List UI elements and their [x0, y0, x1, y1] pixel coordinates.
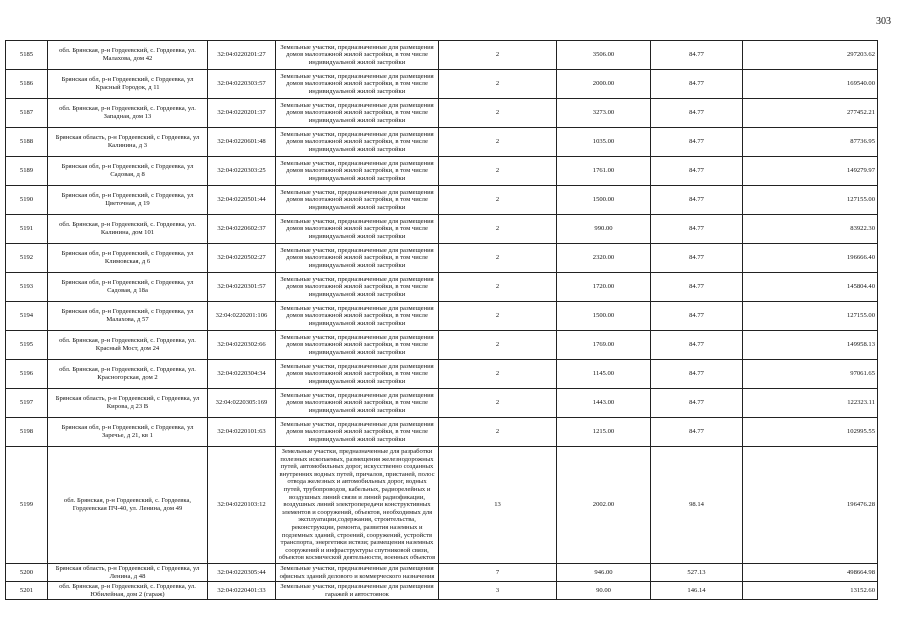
area-cell: 1500.00	[557, 302, 651, 331]
address-cell: обл. Брянская, р-н Гордеевский, с. Гордеевка, ул. Красный Мост, дом 24	[48, 331, 208, 360]
row-number: 5188	[6, 128, 48, 157]
table-row	[6, 244, 878, 273]
area-cell: 3273.00	[557, 99, 651, 128]
rate-cell: 98.14	[651, 447, 743, 564]
land-use-cell: Земельные участки, предназначенные для размещения домов малоэтажной жилой застройки, в том числе индивидуальной жилой застройки	[276, 331, 439, 360]
row-number: 5196	[6, 360, 48, 389]
address-cell: Брянская область, р-н Гордеевский, с Гордеевка, ул Калинина, д 3	[48, 128, 208, 157]
cadastral-number-cell: 32:04:0220304:34	[208, 360, 276, 389]
area-cell: 1500.00	[557, 186, 651, 215]
cadastral-number-cell: 32:04:0220305:44	[208, 564, 276, 582]
cadastral-value-cell: 102995.55	[743, 418, 878, 447]
address-cell: обл. Брянская, р-н Гордеевский, с. Гордеевка, ул. Западная, дом 13	[48, 99, 208, 128]
land-use-cell: Земельные участки, предназначенные для размещения домов малоэтажной жилой застройки, в том числе индивидуальной жилой застройки	[276, 70, 439, 99]
category-cell: 2	[439, 157, 557, 186]
area-cell: 1145.00	[557, 360, 651, 389]
category-cell: 3	[439, 582, 557, 600]
cadastral-value-cell: 87736.95	[743, 128, 878, 157]
category-cell: 13	[439, 447, 557, 564]
cadastral-number-cell: 32:04:0220103:12	[208, 447, 276, 564]
table-row	[6, 582, 878, 600]
land-use-cell: Земельные участки, предназначенные для размещения домов малоэтажной жилой застройки, в том числе индивидуальной жилой застройки	[276, 244, 439, 273]
rate-cell: 84.77	[651, 273, 743, 302]
cadastral-value-cell: 277452.21	[743, 99, 878, 128]
land-use-cell: Земельные участки, предназначенные для размещения домов малоэтажной жилой застройки, в том числе индивидуальной жилой застройки	[276, 41, 439, 70]
row-number: 5195	[6, 331, 48, 360]
category-cell: 2	[439, 99, 557, 128]
table-row	[6, 418, 878, 447]
row-number: 5192	[6, 244, 48, 273]
cadastral-value-cell: 169540.00	[743, 70, 878, 99]
category-cell: 2	[439, 418, 557, 447]
rate-cell: 84.77	[651, 331, 743, 360]
address-cell: обл. Брянская, р-н Гордеевский, с. Гордеевка, ул. Красногорская, дом 2	[48, 360, 208, 389]
land-use-cell: Земельные участки, предназначенные для размещения домов малоэтажной жилой застройки, в том числе индивидуальной жилой застройки	[276, 99, 439, 128]
land-use-cell: Земельные участки, предназначенные для разработки полезных ископаемых, размещения железнодорожных путей, автомобильных дорог, искусственно созданных внутренних водных путей, причалов, пристаней, полос отвода железных и автомобильных дорог, водных путей, трубопроводов, кабельных, радиорелейных и воздушных линий связи и линий радиофикации, воздушных линий электропередачи конструктивных элементов и сооружений, объектов, необходимых для эксплуатации,содержания, строительства, реконструкции, ремонта, развития наземных и подземных зданий, строений, сооружений, устройств транспорта, энергетики истязи; размещения наземных сооружений и инфраструктуры спутниковой связи, объектов космической деятельности, военных объектов	[276, 447, 439, 564]
rate-cell: 84.77	[651, 215, 743, 244]
cadastral-number-cell: 32:04:0220302:66	[208, 331, 276, 360]
cadastral-value-cell: 127155.00	[743, 302, 878, 331]
row-number: 5197	[6, 389, 48, 418]
table-row	[6, 99, 878, 128]
cadastral-number-cell: 32:04:0220301:57	[208, 273, 276, 302]
table-row	[6, 70, 878, 99]
address-cell: Брянская обл, р-н Гордеевский, с Гордеевка, ул Цветочная, д 19	[48, 186, 208, 215]
row-number: 5194	[6, 302, 48, 331]
row-number: 5191	[6, 215, 48, 244]
cadastral-number-cell: 32:04:0220602:37	[208, 215, 276, 244]
rate-cell: 84.77	[651, 70, 743, 99]
table-row	[6, 389, 878, 418]
cadastral-value-cell: 13152.60	[743, 582, 878, 600]
table-row	[6, 273, 878, 302]
cadastral-value-cell: 122323.11	[743, 389, 878, 418]
land-use-cell: Земельные участки, предназначенные для размещения домов малоэтажной жилой застройки, в том числе индивидуальной жилой застройки	[276, 128, 439, 157]
cadastral-number-cell: 32:04:0220201:27	[208, 41, 276, 70]
table-row	[6, 41, 878, 70]
rate-cell: 84.77	[651, 157, 743, 186]
address-cell: Брянская обл, р-н Гордеевский, с Гордеевка, ул Садовая, д 18а	[48, 273, 208, 302]
cadastral-value-cell: 145804.40	[743, 273, 878, 302]
area-cell: 2000.00	[557, 70, 651, 99]
cadastral-number-cell: 32:04:0220601:48	[208, 128, 276, 157]
address-cell: обл. Брянская, р-н Гордеевский, с. Гордеевка, Гордеевская ПЧ-40, ул. Ленина, дом 49	[48, 447, 208, 564]
address-cell: Брянская обл, р-н Гордеевский, с Гордеевка, ул Заречье, д 21, кв 1	[48, 418, 208, 447]
address-cell: обл. Брянская, р-н Гордеевский, с. Гордеевка, ул. Юбилейная, дом 2 (гараж)	[48, 582, 208, 600]
rate-cell: 84.77	[651, 128, 743, 157]
table-row	[6, 564, 878, 582]
rate-cell: 84.77	[651, 418, 743, 447]
rate-cell: 146.14	[651, 582, 743, 600]
cadastral-number-cell: 32:04:0220305:169	[208, 389, 276, 418]
page-number: 303	[876, 16, 891, 27]
cadastral-number-cell: 32:04:0220303:57	[208, 70, 276, 99]
category-cell: 2	[439, 302, 557, 331]
row-number: 5190	[6, 186, 48, 215]
cadastral-value-cell: 149279.97	[743, 157, 878, 186]
address-cell: Брянская область, р-н Гордеевский, с Гордеевка, ул Кирова, д 23 В	[48, 389, 208, 418]
land-use-cell: Земельные участки, предназначенные для размещения гаражей и автостоянок	[276, 582, 439, 600]
rate-cell: 84.77	[651, 302, 743, 331]
area-cell: 1443.00	[557, 389, 651, 418]
rate-cell: 84.77	[651, 360, 743, 389]
address-cell: Брянская обл, р-н Гордеевский, с Гордеевка, ул Красный Городок, д 11	[48, 70, 208, 99]
category-cell: 7	[439, 564, 557, 582]
row-number: 5185	[6, 41, 48, 70]
cadastral-value-cell: 498664.98	[743, 564, 878, 582]
area-cell: 946.00	[557, 564, 651, 582]
category-cell: 2	[439, 331, 557, 360]
category-cell: 2	[439, 360, 557, 389]
address-cell: Брянская обл, р-н Гордеевский, с Гордеевка, ул Климовская, д 6	[48, 244, 208, 273]
category-cell: 2	[439, 215, 557, 244]
cadastral-number-cell: 32:04:0220201:37	[208, 99, 276, 128]
cadastral-value-cell: 97061.65	[743, 360, 878, 389]
area-cell: 1761.00	[557, 157, 651, 186]
row-number: 5199	[6, 447, 48, 564]
area-cell: 1035.00	[557, 128, 651, 157]
cadastral-number-cell: 32:04:0220502:27	[208, 244, 276, 273]
rate-cell: 527.13	[651, 564, 743, 582]
table-row	[6, 447, 878, 564]
row-number: 5200	[6, 564, 48, 582]
table-row	[6, 302, 878, 331]
area-cell: 2320.00	[557, 244, 651, 273]
rate-cell: 84.77	[651, 41, 743, 70]
row-number: 5186	[6, 70, 48, 99]
table-row	[6, 157, 878, 186]
address-cell: обл. Брянская, р-н Гордеевский, с. Гордеевка, ул. Калинина, дом 101	[48, 215, 208, 244]
category-cell: 2	[439, 244, 557, 273]
category-cell: 2	[439, 70, 557, 99]
cadastral-number-cell: 32:04:0220101:63	[208, 418, 276, 447]
area-cell: 90.00	[557, 582, 651, 600]
rate-cell: 84.77	[651, 389, 743, 418]
cadastral-value-cell: 196476.28	[743, 447, 878, 564]
cadastral-number-cell: 32:04:0220401:33	[208, 582, 276, 600]
area-cell: 1769.00	[557, 331, 651, 360]
table-row	[6, 215, 878, 244]
category-cell: 2	[439, 41, 557, 70]
table-row	[6, 186, 878, 215]
cadastral-value-cell: 297203.62	[743, 41, 878, 70]
row-number: 5187	[6, 99, 48, 128]
table-row	[6, 331, 878, 360]
category-cell: 2	[439, 186, 557, 215]
land-registry-table	[5, 40, 878, 600]
row-number: 5201	[6, 582, 48, 600]
rate-cell: 84.77	[651, 99, 743, 128]
land-use-cell: Земельные участки, предназначенные для размещения домов малоэтажной жилой застройки, в том числе индивидуальной жилой застройки	[276, 157, 439, 186]
address-cell: обл. Брянская, р-н Гордеевский, с. Гордеевка, ул. Малахова, дом 42	[48, 41, 208, 70]
cadastral-value-cell: 149958.13	[743, 331, 878, 360]
area-cell: 1215.00	[557, 418, 651, 447]
table-row	[6, 360, 878, 389]
land-use-cell: Земельные участки, предназначенные для размещения домов малоэтажной жилой застройки, в том числе индивидуальной жилой застройки	[276, 215, 439, 244]
cadastral-value-cell: 83922.30	[743, 215, 878, 244]
area-cell: 2002.00	[557, 447, 651, 564]
area-cell: 1720.00	[557, 273, 651, 302]
table-row	[6, 128, 878, 157]
address-cell: Брянская обл, р-н Гордеевский, с Гордеевка, ул Малахова, д 57	[48, 302, 208, 331]
land-use-cell: Земельные участки, предназначенные для размещения домов малоэтажной жилой застройки, в том числе индивидуальной жилой застройки	[276, 360, 439, 389]
category-cell: 2	[439, 128, 557, 157]
row-number: 5198	[6, 418, 48, 447]
land-use-cell: Земельные участки, предназначенные для размещения домов малоэтажной жилой застройки, в том числе индивидуальной жилой застройки	[276, 389, 439, 418]
address-cell: Брянская область, р-н Гордеевский, с Гордеевка, ул Ленина, д 48	[48, 564, 208, 582]
rate-cell: 84.77	[651, 244, 743, 273]
area-cell: 3506.00	[557, 41, 651, 70]
cadastral-value-cell: 127155.00	[743, 186, 878, 215]
cadastral-number-cell: 32:04:0220501:44	[208, 186, 276, 215]
land-use-cell: Земельные участки, предназначенные для размещения домов малоэтажной жилой застройки, в том числе индивидуальной жилой застройки	[276, 273, 439, 302]
address-cell: Брянская обл, р-н Гордеевский, с Гордеевка, ул Садовая, д 8	[48, 157, 208, 186]
land-use-cell: Земельные участки, предназначенные для размещения домов малоэтажной жилой застройки, в том числе индивидуальной жилой застройки	[276, 302, 439, 331]
row-number: 5189	[6, 157, 48, 186]
category-cell: 2	[439, 389, 557, 418]
land-use-cell: Земельные участки, предназначенные для размещения домов малоэтажной жилой застройки, в том числе индивидуальной жилой застройки	[276, 418, 439, 447]
area-cell: 990.00	[557, 215, 651, 244]
land-use-cell: Земельные участки, предназначенные для размещения офисных зданий делового и коммерческого назначения	[276, 564, 439, 582]
rate-cell: 84.77	[651, 186, 743, 215]
cadastral-number-cell: 32:04:0220303:25	[208, 157, 276, 186]
table-body	[6, 41, 878, 600]
cadastral-value-cell: 196666.40	[743, 244, 878, 273]
land-use-cell: Земельные участки, предназначенные для размещения домов малоэтажной жилой застройки, в том числе индивидуальной жилой застройки	[276, 186, 439, 215]
cadastral-number-cell: 32:04:0220201:106	[208, 302, 276, 331]
category-cell: 2	[439, 273, 557, 302]
row-number: 5193	[6, 273, 48, 302]
